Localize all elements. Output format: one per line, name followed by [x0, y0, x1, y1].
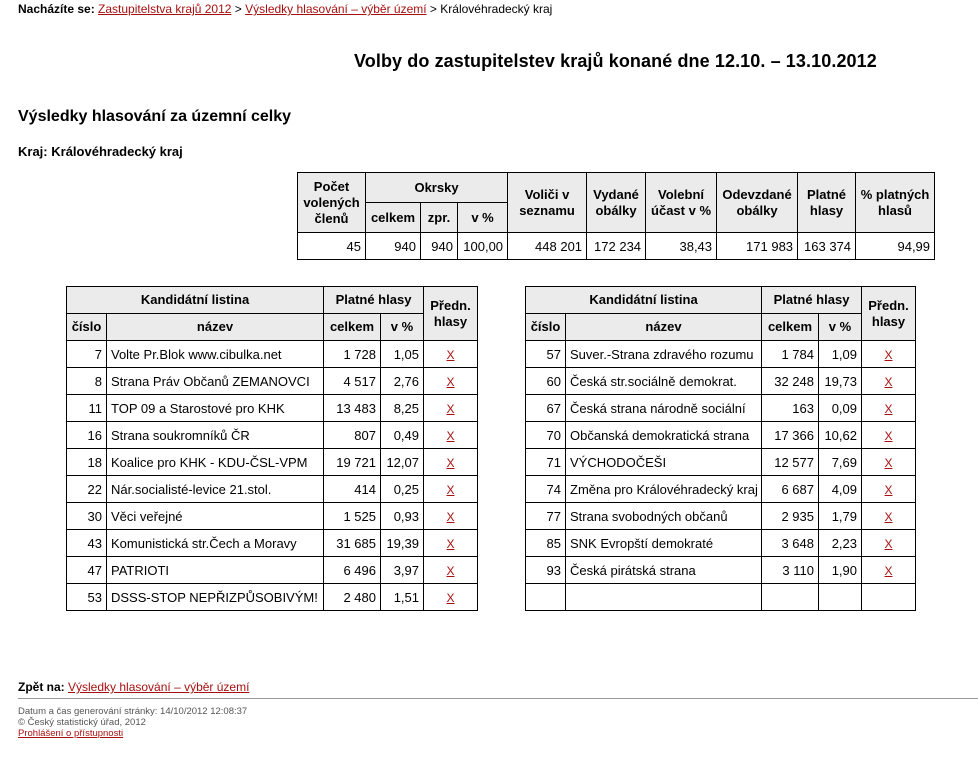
party-name: Česká str.sociálně demokrat.	[566, 368, 762, 395]
party-number: 85	[526, 530, 566, 557]
party-pct: 1,05	[381, 341, 424, 368]
party-votes: 2 480	[324, 584, 381, 611]
pref-votes-cell	[424, 422, 478, 449]
header-candidate-list: Kandidátní listina	[526, 287, 762, 314]
party-row	[526, 557, 916, 584]
party-table-right	[525, 286, 916, 611]
party-row	[526, 422, 916, 449]
party-name: Občanská demokratická strana	[566, 422, 762, 449]
pref-votes-link[interactable]: X	[884, 455, 893, 470]
value-valid-pct: 94,99	[856, 233, 935, 260]
breadcrumb-link-elections[interactable]: Zastupitelstva krajů 2012	[98, 2, 232, 16]
party-name: Nár.socialisté-levice 21.stol.	[107, 476, 324, 503]
party-votes	[762, 584, 819, 611]
header-returned: Odevzdané obálky	[717, 173, 798, 233]
party-votes: 1 728	[324, 341, 381, 368]
pref-votes-cell	[424, 449, 478, 476]
party-pct: 4,09	[819, 476, 862, 503]
summary-table	[297, 172, 935, 260]
header-voters: Voliči v seznamu	[508, 173, 587, 233]
party-number: 16	[67, 422, 107, 449]
footer-divider	[18, 698, 978, 699]
value-voters: 448 201	[508, 233, 587, 260]
party-votes: 6 687	[762, 476, 819, 503]
party-votes: 414	[324, 476, 381, 503]
value-issued: 172 234	[587, 233, 646, 260]
party-row	[67, 395, 478, 422]
pref-votes-link[interactable]: X	[446, 563, 455, 578]
back-link[interactable]: Výsledky hlasování – výběr území	[68, 680, 250, 694]
header-number: číslo	[67, 314, 107, 341]
party-number: 57	[526, 341, 566, 368]
party-row	[526, 449, 916, 476]
party-name: Strana soukromníků ČR	[107, 422, 324, 449]
pref-votes-link[interactable]: X	[446, 590, 455, 605]
header-total: celkem	[324, 314, 381, 341]
party-row	[67, 530, 478, 557]
copyright: © Český statistický úřad, 2012	[18, 717, 146, 728]
party-votes: 12 577	[762, 449, 819, 476]
party-name: SNK Evropští demokraté	[566, 530, 762, 557]
pref-votes-link[interactable]: X	[446, 374, 455, 389]
party-votes: 4 517	[324, 368, 381, 395]
party-pct: 7,69	[819, 449, 862, 476]
party-row	[526, 476, 916, 503]
pref-votes-link[interactable]: X	[884, 374, 893, 389]
party-votes: 31 685	[324, 530, 381, 557]
party-pct: 0,09	[819, 395, 862, 422]
party-votes: 1 784	[762, 341, 819, 368]
party-row	[67, 557, 478, 584]
breadcrumb	[18, 2, 552, 16]
pref-votes-cell	[862, 422, 916, 449]
header-districts: Okrsky	[366, 173, 508, 203]
summary-row	[298, 233, 935, 260]
header-total: celkem	[762, 314, 819, 341]
pref-votes-link[interactable]: X	[884, 563, 893, 578]
party-number: 60	[526, 368, 566, 395]
pref-votes-link[interactable]: X	[446, 536, 455, 551]
header-number: číslo	[526, 314, 566, 341]
header-name: název	[107, 314, 324, 341]
breadcrumb-link-area-selection[interactable]: Výsledky hlasování – výběr území	[245, 2, 427, 16]
pref-votes-cell	[424, 503, 478, 530]
pref-votes-cell	[424, 341, 478, 368]
party-table-left	[66, 286, 478, 611]
party-number: 67	[526, 395, 566, 422]
back-navigation	[18, 680, 249, 694]
party-votes: 17 366	[762, 422, 819, 449]
header-pref-votes: Předn. hlasy	[424, 287, 478, 341]
header-pct: v %	[819, 314, 862, 341]
party-pct: 1,79	[819, 503, 862, 530]
pref-votes-cell	[862, 368, 916, 395]
header-valid-votes: Platné hlasy	[762, 287, 862, 314]
breadcrumb-separator: >	[234, 2, 242, 16]
pref-votes-cell	[424, 557, 478, 584]
party-pct: 8,25	[381, 395, 424, 422]
party-number: 8	[67, 368, 107, 395]
pref-votes-cell	[862, 584, 916, 611]
party-pct	[819, 584, 862, 611]
party-pct: 3,97	[381, 557, 424, 584]
party-pct: 19,39	[381, 530, 424, 557]
party-pct: 1,90	[819, 557, 862, 584]
header-turnout: Volební účast v %	[646, 173, 717, 233]
party-name: DSSS-STOP NEPŘIZPŮSOBIVÝM!	[107, 584, 324, 611]
pref-votes-cell	[862, 341, 916, 368]
party-row	[526, 395, 916, 422]
party-number: 71	[526, 449, 566, 476]
party-pct: 1,09	[819, 341, 862, 368]
party-row	[526, 368, 916, 395]
header-members: Počet volených členů	[298, 173, 366, 233]
party-row	[67, 422, 478, 449]
pref-votes-cell	[424, 368, 478, 395]
pref-votes-cell	[862, 530, 916, 557]
party-pct: 0,25	[381, 476, 424, 503]
breadcrumb-current: Královéhradecký kraj	[440, 2, 553, 16]
pref-votes-cell	[424, 584, 478, 611]
party-number: 47	[67, 557, 107, 584]
pref-votes-link[interactable]: X	[446, 455, 455, 470]
pref-votes-link[interactable]: X	[446, 347, 455, 362]
header-districts-total: celkem	[366, 203, 421, 233]
header-valid: Platné hlasy	[798, 173, 856, 233]
value-districts-pct: 100,00	[458, 233, 508, 260]
header-issued: Vydané obálky	[587, 173, 646, 233]
pref-votes-cell	[862, 503, 916, 530]
pref-votes-cell	[424, 476, 478, 503]
party-name: Komunistická str.Čech a Moravy	[107, 530, 324, 557]
value-valid: 163 374	[798, 233, 856, 260]
header-districts-pct: v %	[458, 203, 508, 233]
party-number: 11	[67, 395, 107, 422]
pref-votes-link[interactable]: X	[446, 509, 455, 524]
party-pct: 12,07	[381, 449, 424, 476]
party-number: 93	[526, 557, 566, 584]
party-name: Strana svobodných občanů	[566, 503, 762, 530]
header-valid-votes: Platné hlasy	[324, 287, 424, 314]
value-turnout: 38,43	[646, 233, 717, 260]
party-row	[526, 503, 916, 530]
party-name: Volte Pr.Blok www.cibulka.net	[107, 341, 324, 368]
party-votes: 13 483	[324, 395, 381, 422]
party-pct: 0,49	[381, 422, 424, 449]
party-number: 30	[67, 503, 107, 530]
party-votes: 32 248	[762, 368, 819, 395]
party-number: 43	[67, 530, 107, 557]
party-votes: 3 110	[762, 557, 819, 584]
party-votes: 163	[762, 395, 819, 422]
region-label: Kraj:	[18, 144, 48, 159]
party-row	[67, 368, 478, 395]
header-name: název	[566, 314, 762, 341]
header-pct: v %	[381, 314, 424, 341]
pref-votes-link[interactable]: X	[884, 536, 893, 551]
value-districts-total: 940	[366, 233, 421, 260]
pref-votes-link[interactable]: X	[884, 509, 893, 524]
party-number: 18	[67, 449, 107, 476]
breadcrumb-label: Nacházíte se:	[18, 2, 95, 16]
pref-votes-link[interactable]: X	[884, 428, 893, 443]
party-name: Věci veřejné	[107, 503, 324, 530]
party-number: 77	[526, 503, 566, 530]
party-pct: 10,62	[819, 422, 862, 449]
value-returned: 171 983	[717, 233, 798, 260]
pref-votes-cell	[862, 557, 916, 584]
party-votes: 807	[324, 422, 381, 449]
party-pct: 2,23	[819, 530, 862, 557]
party-pct: 0,93	[381, 503, 424, 530]
pref-votes-cell	[424, 530, 478, 557]
party-name: TOP 09 a Starostové pro KHK	[107, 395, 324, 422]
header-candidate-list: Kandidátní listina	[67, 287, 324, 314]
pref-votes-cell	[862, 395, 916, 422]
party-row	[67, 341, 478, 368]
region-value: Královéhradecký kraj	[51, 144, 183, 159]
party-votes: 3 648	[762, 530, 819, 557]
party-pct: 1,51	[381, 584, 424, 611]
party-name: PATRIOTI	[107, 557, 324, 584]
party-name	[566, 584, 762, 611]
party-name: Česká strana národně sociální	[566, 395, 762, 422]
party-votes: 19 721	[324, 449, 381, 476]
pref-votes-cell	[862, 449, 916, 476]
party-row	[67, 503, 478, 530]
party-pct: 19,73	[819, 368, 862, 395]
pref-votes-link[interactable]: X	[884, 482, 893, 497]
pref-votes-cell	[862, 476, 916, 503]
party-votes: 1 525	[324, 503, 381, 530]
party-name: Změna pro Královéhradecký kraj	[566, 476, 762, 503]
section-title: Výsledky hlasování za územní celky	[18, 108, 292, 125]
party-number: 53	[67, 584, 107, 611]
footer	[18, 706, 247, 739]
pref-votes-link[interactable]: X	[446, 401, 455, 416]
pref-votes-link[interactable]: X	[446, 482, 455, 497]
party-name: Strana Práv Občanů ZEMANOVCI	[107, 368, 324, 395]
party-row	[526, 584, 916, 611]
party-votes: 2 935	[762, 503, 819, 530]
party-number: 22	[67, 476, 107, 503]
value-districts-processed: 940	[421, 233, 458, 260]
header-valid-pct: % platných hlasů	[856, 173, 935, 233]
party-row	[67, 476, 478, 503]
party-row	[67, 449, 478, 476]
party-name: VÝCHODOČEŠI	[566, 449, 762, 476]
value-members: 45	[298, 233, 366, 260]
accessibility-link[interactable]: Prohlášení o přístupnosti	[18, 728, 124, 739]
party-name: Suver.-Strana zdravého rozumu	[566, 341, 762, 368]
header-districts-processed: zpr.	[421, 203, 458, 233]
breadcrumb-separator: >	[429, 2, 437, 16]
party-row	[526, 530, 916, 557]
party-row	[67, 584, 478, 611]
generated-timestamp: Datum a čas generování stránky: 14/10/2012 12:08:37	[18, 706, 248, 717]
party-number: 74	[526, 476, 566, 503]
header-pref-votes: Předn. hlasy	[862, 287, 916, 341]
pref-votes-link[interactable]: X	[446, 428, 455, 443]
party-pct: 2,76	[381, 368, 424, 395]
pref-votes-cell	[424, 395, 478, 422]
party-row	[526, 341, 916, 368]
page-title: Volby do zastupitelstev krajů konané dne 12.10. – 13.10.2012	[354, 51, 877, 71]
party-number: 7	[67, 341, 107, 368]
region-line	[18, 144, 183, 159]
pref-votes-link[interactable]: X	[884, 347, 893, 362]
party-votes: 6 496	[324, 557, 381, 584]
back-label: Zpět na:	[18, 680, 65, 694]
party-name: Česká pirátská strana	[566, 557, 762, 584]
party-number: 70	[526, 422, 566, 449]
party-name: Koalice pro KHK - KDU-ČSL-VPM	[107, 449, 324, 476]
party-number	[526, 584, 566, 611]
pref-votes-link[interactable]: X	[884, 401, 893, 416]
